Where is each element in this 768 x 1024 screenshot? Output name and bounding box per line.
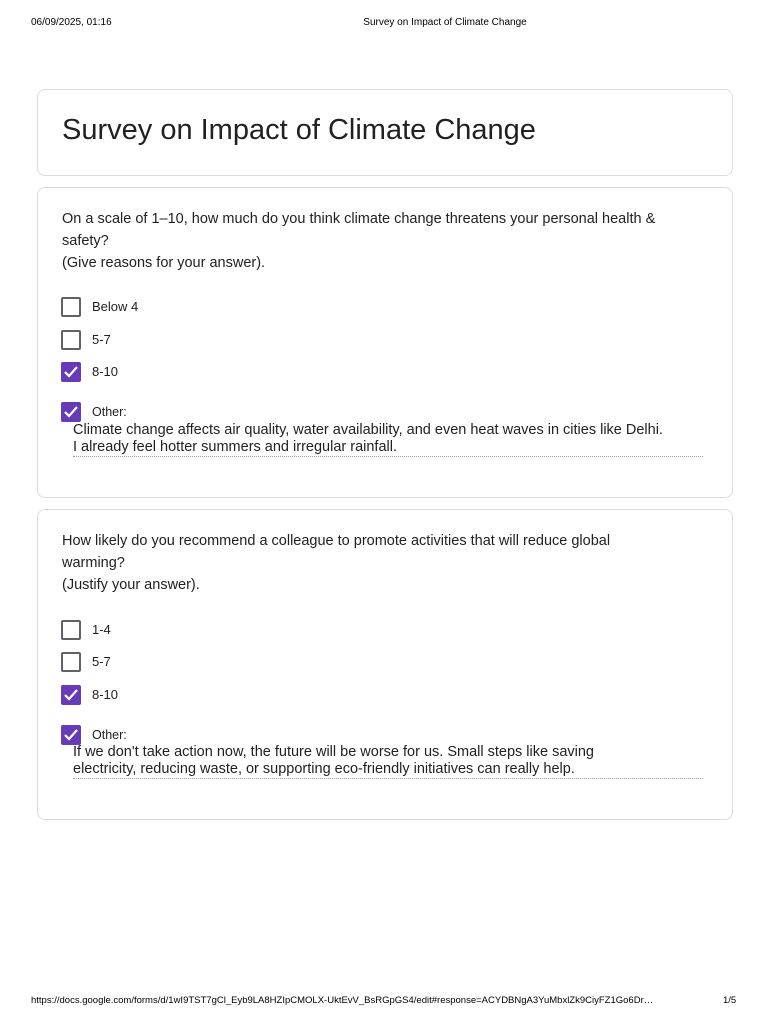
checkbox-checked[interactable]	[61, 725, 81, 745]
q2-option-other[interactable]	[61, 725, 361, 745]
print-datetime: 06/09/2025, 01:16	[31, 17, 112, 28]
other-text-line-2: electricity, reducing waste, or supporting eco-friendly initiatives can really help.	[73, 761, 575, 777]
question-1-line-1: On a scale of 1–10, how much do you think climate change threatens your personal health &	[62, 211, 656, 227]
q2-option-1-4[interactable]	[61, 620, 361, 640]
checkbox-unchecked[interactable]	[61, 297, 81, 317]
print-footer	[0, 995, 768, 1009]
question-card-1	[37, 187, 733, 498]
checkbox-checked[interactable]	[61, 402, 81, 422]
q2-option-8-10[interactable]	[61, 685, 361, 705]
print-header	[0, 17, 768, 31]
question-text-1	[62, 208, 712, 274]
other-label: Other:	[92, 728, 127, 742]
question-text-2	[62, 530, 712, 596]
q1-option-5-7[interactable]	[61, 330, 361, 350]
checkbox-checked[interactable]	[61, 362, 81, 382]
checkbox-checked[interactable]	[61, 685, 81, 705]
option-label: 5-7	[92, 332, 111, 347]
checkmark-icon	[63, 688, 79, 702]
checkmark-icon	[63, 728, 79, 742]
checkbox-unchecked[interactable]	[61, 652, 81, 672]
other-text-line-2: I already feel hotter summers and irregular rainfall.	[73, 439, 397, 455]
question-card-2	[37, 509, 733, 820]
form-title: Survey on Impact of Climate Change	[62, 114, 536, 146]
question-1-line-2: safety?	[62, 233, 109, 249]
q1-other-text-field[interactable]	[73, 422, 703, 457]
checkbox-unchecked[interactable]	[61, 620, 81, 640]
other-text-line-1: Climate change affects air quality, water availability, and even heat waves in cities like Delhi.	[73, 422, 663, 438]
q1-option-other[interactable]	[61, 402, 361, 422]
checkmark-icon	[63, 365, 79, 379]
print-doc-title: Survey on Impact of Climate Change	[363, 17, 527, 28]
option-label: 1-4	[92, 622, 111, 637]
question-2-line-3: (Justify your answer).	[62, 577, 200, 593]
page-url: https://docs.google.com/forms/d/1wI9TST7gCl_Eyb9LA8HZIpCMOLX-UktEvV_BsRGpGS4/edit#response=ACYDBNgA3YuMbxlZk9CiyFZ1Go6Dr…	[31, 995, 654, 1006]
option-label: Below 4	[92, 299, 139, 314]
q2-other-text-field[interactable]	[73, 744, 703, 779]
checkbox-unchecked[interactable]	[61, 330, 81, 350]
page-number: 1/5	[723, 995, 737, 1006]
option-label: 5-7	[92, 654, 111, 669]
option-label: 8-10	[92, 687, 119, 702]
q2-option-5-7[interactable]	[61, 652, 361, 672]
other-text-line-1: If we don't take action now, the future will be worse for us. Small steps like saving	[73, 744, 594, 760]
question-2-line-1: How likely do you recommend a colleague to promote activities that will reduce global	[62, 533, 611, 549]
checkmark-icon	[63, 405, 79, 419]
question-1-line-3: (Give reasons for your answer).	[62, 255, 266, 271]
form-title-card	[37, 89, 733, 176]
other-label: Other:	[92, 405, 127, 419]
q1-option-8-10[interactable]	[61, 362, 361, 382]
q1-option-below-4[interactable]	[61, 297, 361, 317]
option-label: 8-10	[92, 364, 119, 379]
question-2-line-2: warming?	[62, 555, 125, 571]
